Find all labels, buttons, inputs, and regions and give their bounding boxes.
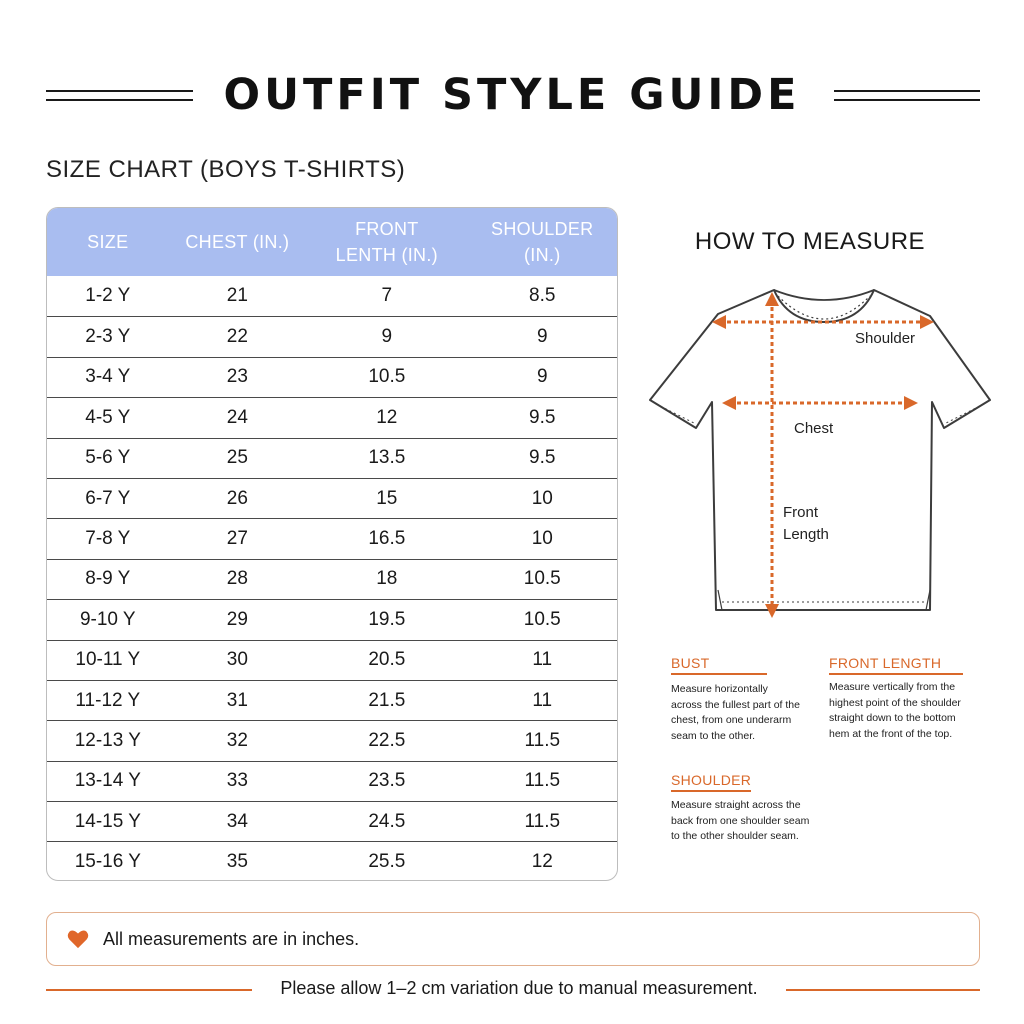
header-front-length bbox=[306, 216, 467, 268]
label-length: Length bbox=[783, 526, 829, 543]
label-chest: Chest bbox=[794, 420, 834, 437]
cell-size: 5-6 Y bbox=[85, 447, 131, 469]
collar-inner bbox=[774, 290, 874, 300]
info-shoulder-heading: SHOULDER bbox=[671, 772, 751, 792]
cell-front-length: 18 bbox=[376, 568, 398, 590]
header-chest bbox=[169, 229, 307, 255]
table-row bbox=[47, 841, 617, 881]
title-rule-right bbox=[834, 90, 980, 101]
cell-front-length: 21.5 bbox=[368, 689, 406, 711]
cell-size: 4-5 Y bbox=[85, 406, 131, 428]
shirt-outline bbox=[650, 290, 990, 610]
cell-front-length: 9 bbox=[381, 326, 393, 348]
table-row bbox=[47, 599, 617, 639]
cell-shoulder: 10 bbox=[531, 487, 553, 509]
cell-chest: 34 bbox=[226, 810, 248, 832]
table-row bbox=[47, 559, 617, 599]
table-row bbox=[47, 761, 617, 801]
cell-chest: 24 bbox=[226, 406, 248, 428]
cell-chest: 33 bbox=[226, 770, 248, 792]
table-row bbox=[47, 316, 617, 356]
cell-front-length: 15 bbox=[376, 487, 398, 509]
cell-chest: 22 bbox=[226, 326, 248, 348]
table-row bbox=[47, 680, 617, 720]
how-to-measure-title: HOW TO MEASURE bbox=[694, 228, 926, 255]
info-front-length bbox=[829, 655, 963, 675]
table-body bbox=[47, 276, 617, 881]
header-shoulder bbox=[468, 216, 617, 268]
page-title: OUTFIT STYLE GUIDE bbox=[223, 70, 801, 120]
table-row bbox=[47, 478, 617, 518]
table-row bbox=[47, 397, 617, 437]
cell-size: 3-4 Y bbox=[85, 366, 131, 388]
table-row bbox=[47, 640, 617, 680]
cell-chest: 35 bbox=[226, 851, 248, 873]
cell-shoulder: 9 bbox=[536, 366, 548, 388]
footer-rule-left bbox=[46, 989, 252, 991]
cell-shoulder: 8.5 bbox=[529, 285, 556, 307]
table-row bbox=[47, 518, 617, 558]
cell-shoulder: 10.5 bbox=[523, 568, 561, 590]
cell-shoulder: 11.5 bbox=[524, 729, 561, 751]
cell-shoulder: 12 bbox=[531, 851, 553, 873]
cell-shoulder: 11.5 bbox=[524, 810, 561, 832]
info-bust-text: Measure horizontally across the fullest part of the chest, from one underarm seam to the other. bbox=[671, 683, 800, 742]
cell-front-length: 19.5 bbox=[368, 608, 406, 630]
note-box bbox=[46, 912, 980, 966]
cell-chest: 25 bbox=[226, 447, 248, 469]
cell-chest: 30 bbox=[226, 649, 248, 671]
cell-shoulder: 9 bbox=[536, 326, 548, 348]
note-text: All measurements are in inches. bbox=[103, 928, 360, 949]
cell-size: 6-7 Y bbox=[85, 487, 131, 509]
info-shoulder-text: Measure straight across the back from one shoulder seam to the other shoulder seam. bbox=[671, 799, 810, 842]
table-row bbox=[47, 276, 617, 316]
cell-front-length: 13.5 bbox=[368, 447, 406, 469]
cell-size: 12-13 Y bbox=[74, 729, 141, 751]
cell-front-length: 24.5 bbox=[368, 810, 406, 832]
cell-shoulder: 9.5 bbox=[529, 447, 556, 469]
cell-size: 10-11 Y bbox=[75, 649, 141, 671]
cell-front-length: 10.5 bbox=[368, 366, 406, 388]
label-shoulder: Shoulder bbox=[855, 330, 916, 347]
cell-size: 1-2 Y bbox=[85, 285, 131, 307]
heart-icon bbox=[67, 929, 89, 949]
cell-chest: 28 bbox=[226, 568, 248, 590]
table-row bbox=[47, 357, 617, 397]
footer-text: Please allow 1–2 cm variation due to manual measurement. bbox=[280, 978, 758, 998]
cell-chest: 26 bbox=[226, 487, 248, 509]
header-line: LENTH (IN.) bbox=[335, 245, 438, 265]
info-bust-heading: BUST bbox=[671, 655, 767, 675]
table-row bbox=[47, 438, 617, 478]
cell-shoulder: 10.5 bbox=[523, 608, 561, 630]
cell-size: 11-12 Y bbox=[75, 689, 141, 711]
header-size bbox=[47, 229, 169, 255]
label-front: Front bbox=[783, 504, 819, 521]
info-shoulder bbox=[671, 772, 751, 792]
cell-shoulder: 11 bbox=[532, 649, 553, 671]
cell-chest: 32 bbox=[226, 729, 248, 751]
cell-shoulder: 10 bbox=[531, 528, 553, 550]
cell-front-length: 16.5 bbox=[368, 528, 406, 550]
header-line: FRONT bbox=[355, 219, 419, 239]
cell-size: 13-14 Y bbox=[74, 770, 141, 792]
cell-shoulder: 11.5 bbox=[524, 770, 561, 792]
cell-size: 15-16 Y bbox=[74, 851, 141, 873]
cell-chest: 29 bbox=[226, 608, 248, 630]
size-table bbox=[46, 207, 618, 881]
cell-shoulder: 9.5 bbox=[529, 406, 556, 428]
cell-chest: 21 bbox=[226, 285, 248, 307]
title-rule-left bbox=[46, 90, 193, 101]
header bbox=[0, 66, 1024, 130]
cell-chest: 31 bbox=[226, 689, 248, 711]
cell-size: 14-15 Y bbox=[74, 810, 141, 832]
cell-size: 9-10 Y bbox=[79, 608, 136, 630]
cell-size: 8-9 Y bbox=[85, 568, 131, 590]
header-line: CHEST (IN.) bbox=[185, 232, 290, 252]
cell-front-length: 22.5 bbox=[368, 729, 406, 751]
tshirt-diagram bbox=[640, 280, 1000, 620]
cell-front-length: 25.5 bbox=[368, 851, 406, 873]
cell-size: 2-3 Y bbox=[85, 326, 131, 348]
cell-front-length: 23.5 bbox=[368, 770, 406, 792]
header-line: SIZE bbox=[87, 232, 129, 252]
cell-size: 7-8 Y bbox=[85, 528, 131, 550]
header-line: (IN.) bbox=[524, 245, 561, 265]
info-front-length-heading: FRONT LENGTH bbox=[829, 655, 963, 675]
cell-chest: 27 bbox=[226, 528, 248, 550]
footer-rule-right bbox=[786, 989, 980, 991]
cell-front-length: 20.5 bbox=[368, 649, 406, 671]
cell-chest: 23 bbox=[226, 366, 248, 388]
cell-front-length: 12 bbox=[376, 406, 398, 428]
table-row bbox=[47, 801, 617, 841]
table-row bbox=[47, 720, 617, 760]
header-line: SHOULDER bbox=[491, 219, 594, 239]
info-bust bbox=[671, 655, 767, 675]
chart-subtitle: SIZE CHART (BOYS T-SHIRTS) bbox=[46, 156, 406, 183]
cell-front-length: 7 bbox=[381, 285, 393, 307]
cell-shoulder: 11 bbox=[532, 689, 553, 711]
info-front-length-text: Measure vertically from the highest point of the shoulder straight down to the bottom hem at the front of the top. bbox=[829, 681, 961, 740]
table-header bbox=[47, 208, 617, 276]
